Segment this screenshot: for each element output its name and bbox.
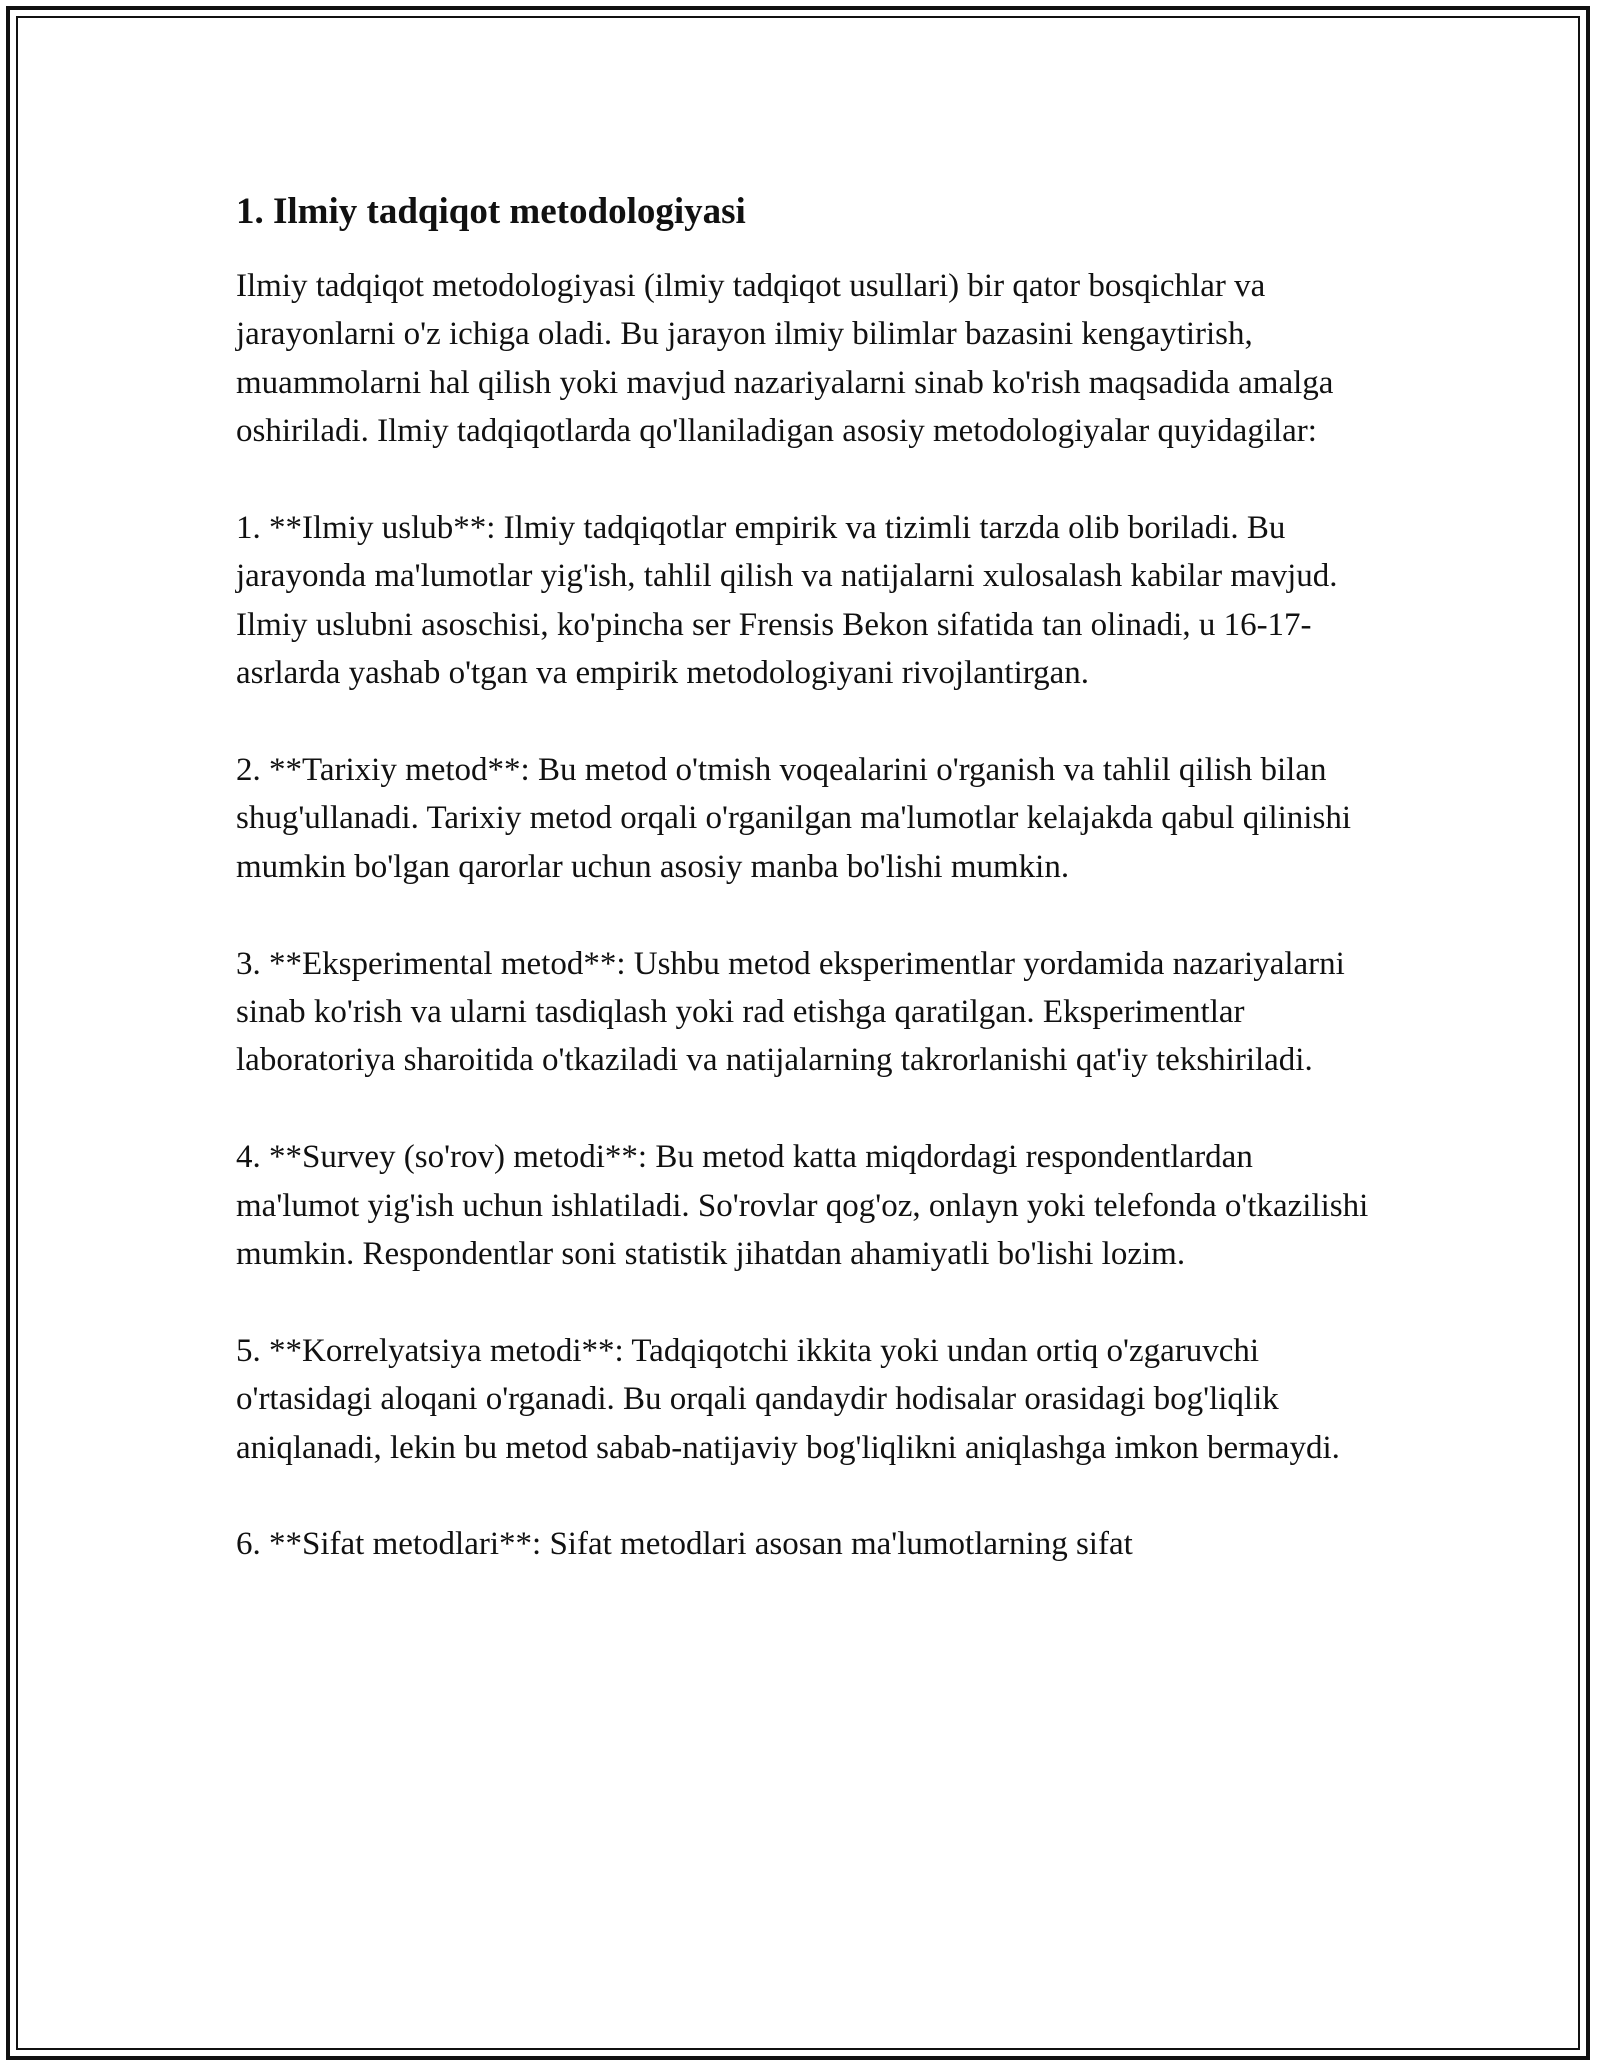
section-title: 1. Ilmiy tadqiqot metodologiyasi xyxy=(236,191,746,232)
method-item-2: 2. **Tarixiy metod**: Bu metod o'tmish voqealarini o'rganish va tahlil qilish bilan shug'ullanadi. Tarixiy metod orqali o'rganilgan ma'lumotlar kelajakda qabul qilinishi mumkin bo'lgan qarorlar uchun asosiy manba bo'lishi mumkin. xyxy=(236,752,1351,885)
document-body xyxy=(236,188,1376,1617)
intro-paragraph: Ilmiy tadqiqot metodologiyasi (ilmiy tadqiqot usullari) bir qator bosqichlar va jarayonlarni o'z ichiga oladi. Bu jarayon ilmiy bilimlar bazasini kengaytirish, muammolarni hal qilish yoki mavjud nazariyalarni sinab ko'rish maqsadida amalga oshiriladi. Ilmiy tadqiqotlarda qo'llaniladigan asosiy metodologiyalar quyidagilar: xyxy=(236,268,1334,450)
method-item-5: 5. **Korrelyatsiya metodi**: Tadqiqotchi ikkita yoki undan ortiq o'zgaruvchi o'rtasidagi aloqani o'rganadi. Bu orqali qandaydir hodisalar orasidagi bog'liqlik aniqlanadi, lekin bu metod sabab-natijaviy bog'liqlikni aniqlashga imkon bermaydi. xyxy=(236,1332,1340,1466)
method-item-6: 6. **Sifat metodlari**: Sifat metodlari asosan ma'lumotlarning sifat xyxy=(236,1526,1133,1563)
method-item-4: 4. **Survey (so'rov) metodi**: Bu metod katta miqdordagi respondentlardan ma'lumot yig'ish uchun ishlatiladi. So'rovlar qog'oz, onlayn yoki telefonda o'tkazilishi mumkin. Respondentlar soni statistik jihatdan ahamiyatli bo'lishi lozim. xyxy=(236,1139,1369,1273)
method-item-1: 1. **Ilmiy uslub**: Ilmiy tadqiqotlar empirik va tizimli tarzda olib boriladi. Bu jarayonda ma'lumotlar yig'ish, tahlil qilish va natijalarni xulosalash kabilar mavjud. Ilmiy uslubni asoschisi, ko'pincha ser Frensis Bekon sifatida tan olinadi, u 16-17-asrlarda yashab o'tgan va empirik metodologiyani rivojlantirgan. xyxy=(236,510,1338,692)
method-item-3: 3. **Eksperimental metod**: Ushbu metod eksperimentlar yordamida nazariyalarni sinab ko'rish va ularni tasdiqlash yoki rad etishga qaratilgan. Eksperimentlar laboratoriya sharoitida o'tkaziladi va natijalarning takrorlanishi qat'iy tekshiriladi. xyxy=(236,945,1345,1079)
